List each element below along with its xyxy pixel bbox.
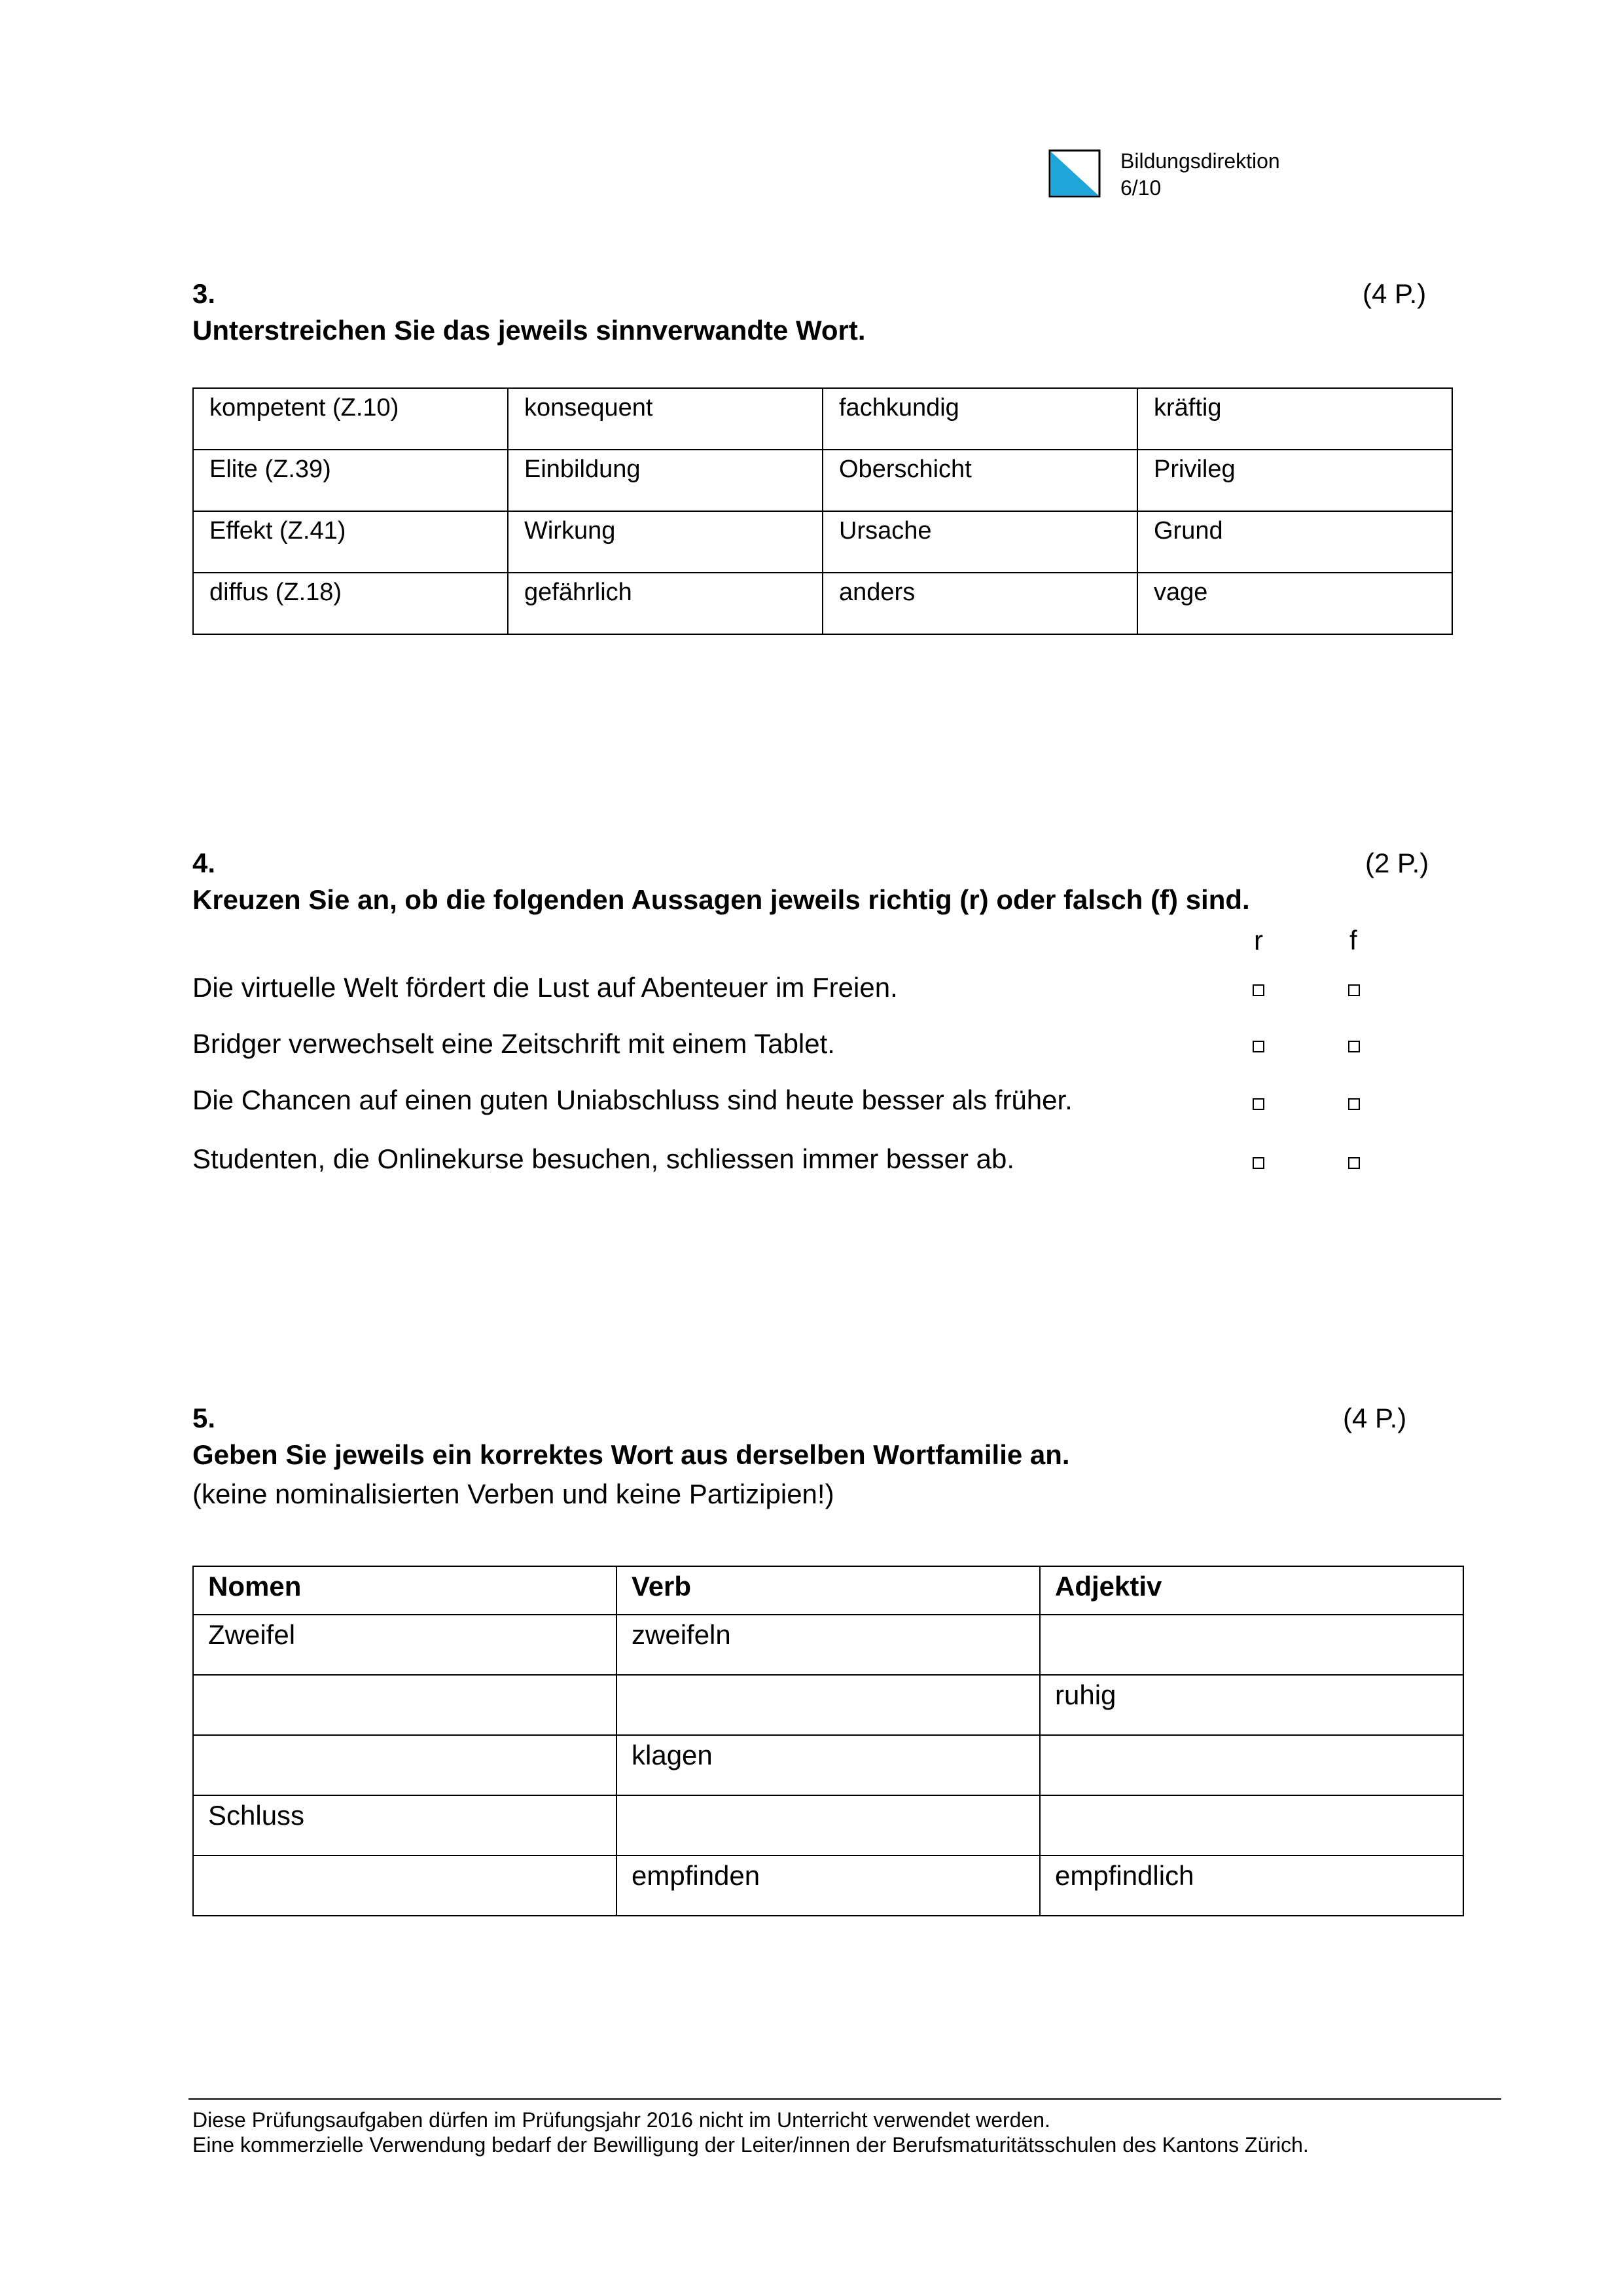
table-cell[interactable]: vage <box>1137 573 1452 634</box>
task3-instruction: Unterstreichen Sie das jeweils sinnverwandte Wort. <box>192 315 866 346</box>
table-row <box>193 1795 1463 1856</box>
task5-instruction: Geben Sie jeweils ein korrektes Wort aus derselben Wortfamilie an. <box>192 1439 1070 1470</box>
table-cell[interactable]: anders <box>823 573 1137 634</box>
table-row <box>193 1675 1463 1735</box>
table-cell[interactable]: gefährlich <box>508 573 823 634</box>
table-row <box>193 511 1452 573</box>
answer-cell[interactable] <box>616 1675 1040 1735</box>
header-org-name: Bildungsdirektion <box>1120 149 1280 173</box>
table-cell: kompetent (Z.10) <box>193 388 508 450</box>
column-header-nomen: Nomen <box>193 1566 616 1615</box>
answer-cell[interactable] <box>1040 1735 1463 1795</box>
checkbox-statement-4-f[interactable] <box>1348 1157 1360 1169</box>
table-header-row <box>193 1566 1463 1615</box>
table-cell: zweifeln <box>616 1615 1040 1675</box>
answer-cell[interactable] <box>1040 1615 1463 1675</box>
table-cell: diffus (Z.18) <box>193 573 508 634</box>
checkbox-statement-2-f[interactable] <box>1348 1041 1360 1052</box>
checkbox-statement-1-r[interactable] <box>1253 984 1264 996</box>
table-cell: klagen <box>616 1735 1040 1795</box>
table-row <box>193 573 1452 634</box>
checkbox-statement-3-f[interactable] <box>1348 1098 1360 1110</box>
task5-number: 5. <box>192 1403 216 1433</box>
task5-points: (4 P.) <box>1343 1403 1407 1433</box>
column-label-richtig: r <box>1254 925 1263 956</box>
table-cell: Zweifel <box>193 1615 616 1675</box>
statement-2: Bridger verwechselt eine Zeitschrift mit einem Tablet. <box>192 1028 835 1059</box>
task5-subnote: (keine nominalisierten Verben und keine Partizipien!) <box>192 1479 834 1509</box>
table-row <box>193 1615 1463 1675</box>
column-header-verb: Verb <box>616 1566 1040 1615</box>
table-cell[interactable]: Ursache <box>823 511 1137 573</box>
table-cell[interactable]: fachkundig <box>823 388 1137 450</box>
task3-points: (4 P.) <box>1363 278 1427 309</box>
table-cell[interactable]: Privileg <box>1137 450 1452 511</box>
table-cell[interactable]: kräftig <box>1137 388 1452 450</box>
page-number: 6/10 <box>1120 176 1162 200</box>
table-cell[interactable]: Oberschicht <box>823 450 1137 511</box>
footer-line-1: Diese Prüfungsaufgaben dürfen im Prüfungsjahr 2016 nicht im Unterricht verwendet werden. <box>192 2108 1050 2132</box>
column-header-adjektiv: Adjektiv <box>1040 1566 1463 1615</box>
answer-cell[interactable] <box>1040 1795 1463 1856</box>
checkbox-statement-1-f[interactable] <box>1348 984 1360 996</box>
table-cell: Effekt (Z.41) <box>193 511 508 573</box>
checkbox-statement-3-r[interactable] <box>1253 1098 1264 1110</box>
checkbox-statement-4-r[interactable] <box>1253 1157 1264 1169</box>
table-cell[interactable]: konsequent <box>508 388 823 450</box>
footer-divider <box>188 2098 1501 2100</box>
task3-number: 3. <box>192 278 216 309</box>
task3-synonym-table <box>192 387 1453 635</box>
footer-line-2: Eine kommerzielle Verwendung bedarf der Bewilligung der Leiter/innen der Berufsmaturitätsschulen des Kantons Zürich. <box>192 2133 1309 2157</box>
table-cell: empfindlich <box>1040 1856 1463 1916</box>
task5-word-family-table <box>192 1566 1464 1916</box>
canton-zurich-logo-icon <box>1048 149 1101 198</box>
table-cell[interactable]: Einbildung <box>508 450 823 511</box>
table-cell[interactable]: Wirkung <box>508 511 823 573</box>
answer-cell[interactable] <box>193 1856 616 1916</box>
statement-4: Studenten, die Onlinekurse besuchen, schliessen immer besser ab. <box>192 1143 1015 1174</box>
table-cell: ruhig <box>1040 1675 1463 1735</box>
table-cell[interactable]: Grund <box>1137 511 1452 573</box>
table-row <box>193 1735 1463 1795</box>
answer-cell[interactable] <box>616 1795 1040 1856</box>
answer-cell[interactable] <box>193 1675 616 1735</box>
answer-cell[interactable] <box>193 1735 616 1795</box>
task4-instruction: Kreuzen Sie an, ob die folgenden Aussagen jeweils richtig (r) oder falsch (f) sind. <box>192 884 1250 915</box>
checkbox-statement-2-r[interactable] <box>1253 1041 1264 1052</box>
table-cell: Elite (Z.39) <box>193 450 508 511</box>
column-label-falsch: f <box>1349 925 1357 956</box>
table-row <box>193 388 1452 450</box>
task4-number: 4. <box>192 848 216 878</box>
table-row <box>193 1856 1463 1916</box>
statement-1: Die virtuelle Welt fördert die Lust auf Abenteuer im Freien. <box>192 972 898 1003</box>
table-row <box>193 450 1452 511</box>
table-cell: empfinden <box>616 1856 1040 1916</box>
table-cell: Schluss <box>193 1795 616 1856</box>
task4-points: (2 P.) <box>1365 848 1429 878</box>
statement-3: Die Chancen auf einen guten Uniabschluss sind heute besser als früher. <box>192 1085 1073 1115</box>
